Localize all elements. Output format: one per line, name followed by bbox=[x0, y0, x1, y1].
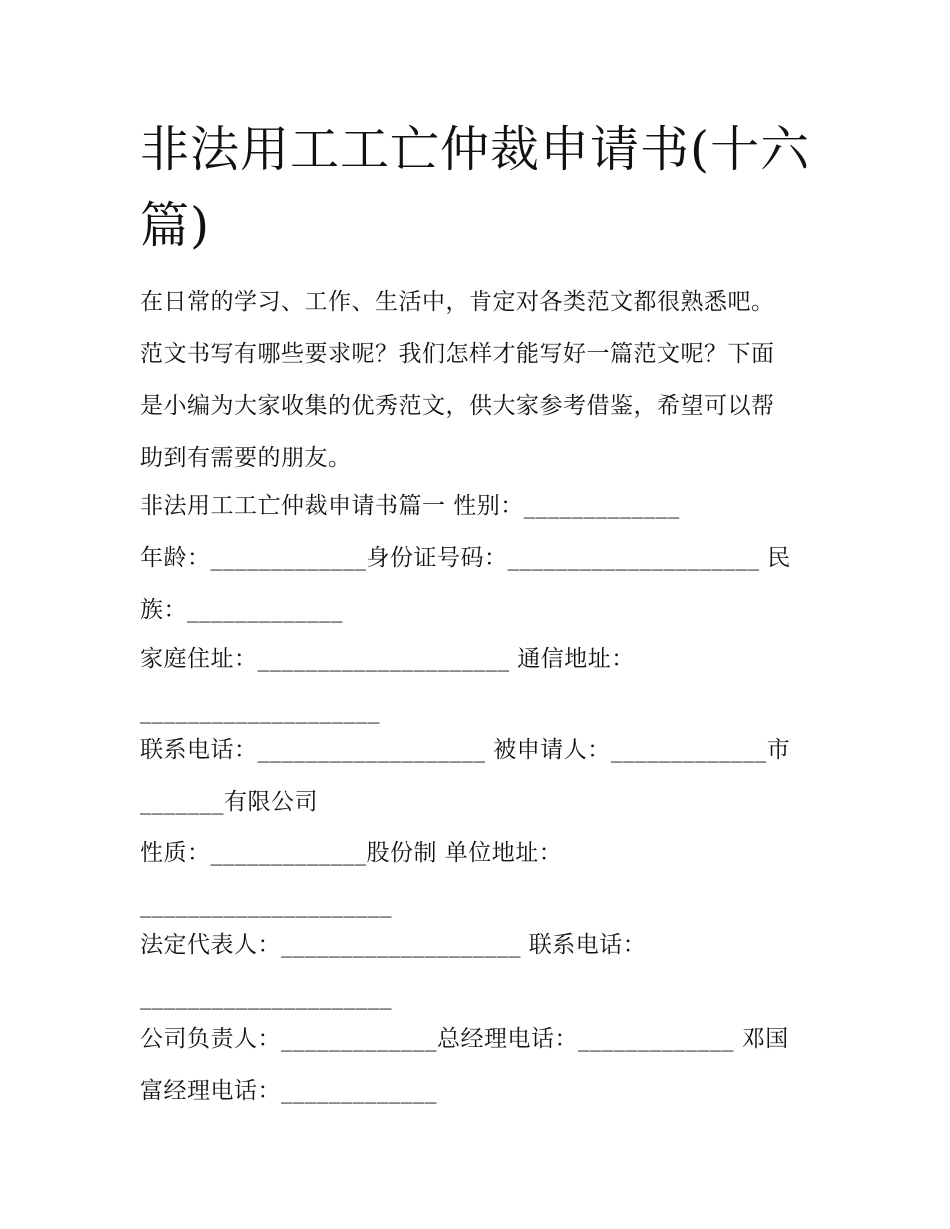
form-line-age-id: 年龄：_____________身份证号码：_____________________ 民 bbox=[140, 545, 791, 571]
form-line-nature-address: 性质：_____________股份制 单位地址： bbox=[140, 840, 563, 866]
title-line-1: 非法用工工亡仲裁申请书(十六 bbox=[140, 121, 811, 178]
form-line-ethnicity: 族：_____________ bbox=[140, 597, 343, 623]
form-line-manager-phone-2: 富经理电话：_____________ bbox=[140, 1078, 437, 1104]
form-line-blank: ____________________ bbox=[140, 698, 380, 724]
form-line-legal-rep: 法定代表人：____________________ 联系电话： bbox=[140, 932, 647, 958]
respondent-section bbox=[140, 724, 820, 828]
form-line-home-address: 家庭住址：_____________________ 通信地址： bbox=[140, 646, 635, 672]
form-line-company: _______有限公司 bbox=[140, 789, 318, 815]
form-line-blank: _____________________ bbox=[140, 892, 392, 918]
title-line-2: 篇) bbox=[140, 197, 211, 254]
company-nature-section bbox=[140, 827, 820, 931]
form-line-gender: 非法用工工亡仲裁申请书篇一 性别：_____________ bbox=[140, 493, 680, 519]
intro-line: 范文书写有哪些要求呢？我们怎样才能写好一篇范文呢？下面 bbox=[140, 341, 775, 367]
legal-rep-section bbox=[140, 919, 820, 1023]
address-section bbox=[140, 633, 820, 737]
document-title bbox=[140, 112, 820, 264]
manager-section bbox=[140, 1013, 820, 1117]
form-line-blank: _____________________ bbox=[140, 984, 392, 1010]
intro-line: 是小编为大家收集的优秀范文，供大家参考借鉴，希望可以帮 bbox=[140, 393, 775, 419]
intro-line: 助到有需要的朋友。 bbox=[140, 445, 352, 471]
form-line-phone-respondent: 联系电话：___________________ 被申请人：_____________市 bbox=[140, 737, 791, 763]
applicant-section bbox=[140, 480, 820, 636]
intro-line: 在日常的学习、工作、生活中，肯定对各类范文都很熟悉吧。 bbox=[140, 289, 775, 315]
intro-paragraph bbox=[140, 276, 820, 484]
form-line-manager-phone: 公司负责人：_____________总经理电话：_____________ 邓国 bbox=[140, 1026, 789, 1052]
